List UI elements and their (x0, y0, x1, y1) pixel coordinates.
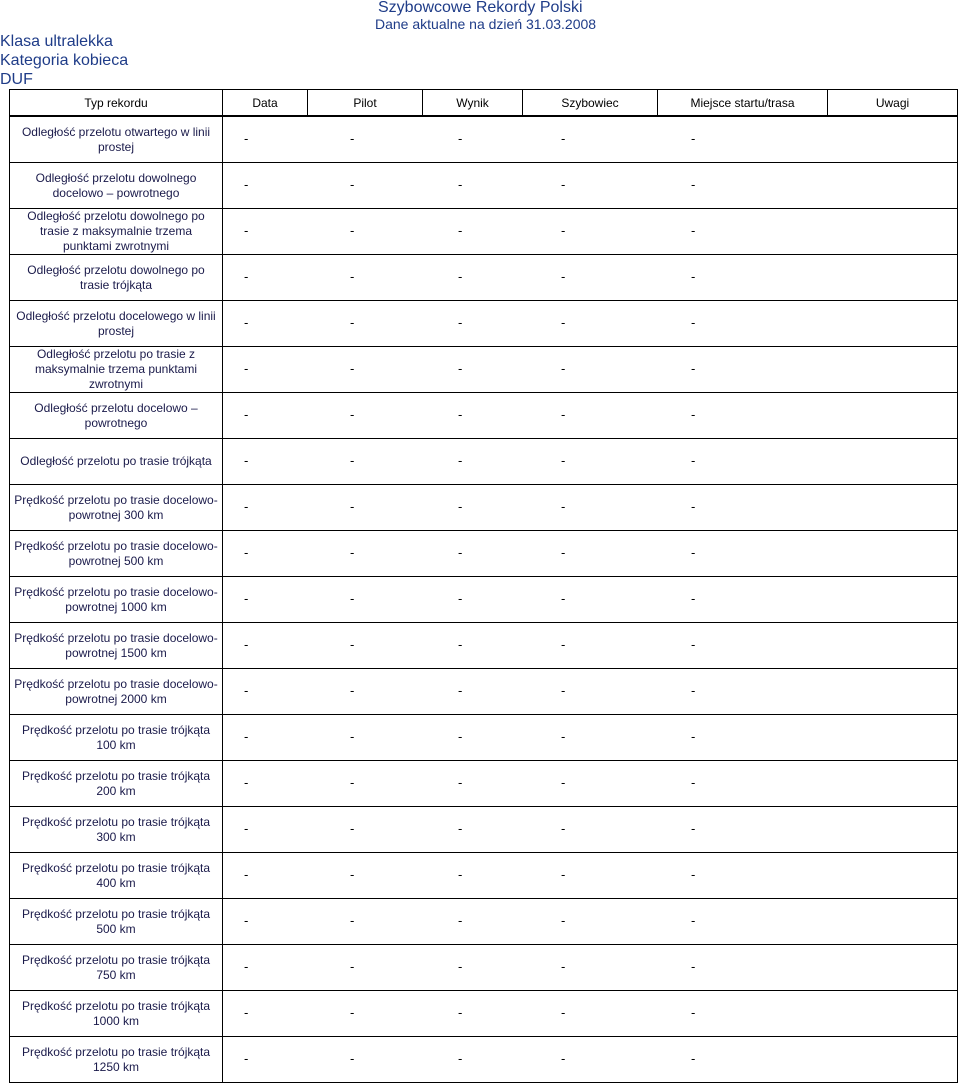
record-wynik-value: - (458, 361, 463, 376)
record-wynik-value: - (458, 637, 463, 652)
col-header-szybowiec: Szybowiec (523, 90, 658, 117)
record-wynik-value: - (458, 499, 463, 514)
record-type-cell: Odległość przelotu dowolnego po trasie z maksymalnie trzema punktami zwrotnymi (10, 209, 223, 255)
record-wynik-value: - (458, 407, 463, 422)
record-wynik-value: - (458, 223, 463, 238)
record-pilot-value: - (350, 775, 355, 790)
table-row (10, 485, 958, 531)
record-type-cell: Prędkość przelotu po trasie trójkąta 1000 km (10, 991, 223, 1037)
record-pilot-value: - (350, 683, 355, 698)
record-values-cell (223, 255, 958, 301)
record-wynik-value: - (458, 729, 463, 744)
record-values-cell (223, 301, 958, 347)
record-pilot-value: - (350, 269, 355, 284)
table-row (10, 991, 958, 1037)
record-miejsce-value: - (691, 729, 696, 744)
record-miejsce-value: - (691, 1005, 696, 1020)
record-wynik-value: - (458, 959, 463, 974)
record-data-value: - (244, 913, 249, 928)
table-row (10, 853, 958, 899)
record-type-cell: Odległość przelotu po trasie trójkąta (10, 439, 223, 485)
record-type-cell: Odległość przelotu dowolnego po trasie trójkąta (10, 255, 223, 301)
table-row (10, 531, 958, 577)
record-wynik-value: - (458, 591, 463, 606)
record-type-cell: Prędkość przelotu po trasie docelowo-powrotnej 2000 km (10, 669, 223, 715)
record-szybowiec-value: - (561, 637, 566, 652)
record-data-value: - (244, 1005, 249, 1020)
record-pilot-value: - (350, 1005, 355, 1020)
record-pilot-value: - (350, 177, 355, 192)
record-wynik-value: - (458, 775, 463, 790)
table-header-row (10, 90, 958, 117)
record-values-cell (223, 347, 958, 393)
record-values-cell (223, 715, 958, 761)
record-szybowiec-value: - (561, 315, 566, 330)
record-type-cell: Odległość przelotu otwartego w linii prostej (10, 116, 223, 163)
record-type-cell: Odległość przelotu docelowego w linii prostej (10, 301, 223, 347)
record-szybowiec-value: - (561, 269, 566, 284)
record-miejsce-value: - (691, 131, 696, 146)
record-values-cell (223, 991, 958, 1037)
record-values-cell (223, 531, 958, 577)
table-row (10, 945, 958, 991)
record-data-value: - (244, 591, 249, 606)
record-pilot-value: - (350, 867, 355, 882)
record-miejsce-value: - (691, 269, 696, 284)
record-data-value: - (244, 637, 249, 652)
record-values-cell (223, 807, 958, 853)
record-pilot-value: - (350, 591, 355, 606)
table-row (10, 163, 958, 209)
record-values-cell (223, 163, 958, 209)
record-type-cell: Prędkość przelotu po trasie trójkąta 300 km (10, 807, 223, 853)
record-data-value: - (244, 315, 249, 330)
record-szybowiec-value: - (561, 1005, 566, 1020)
category-label: Kategoria kobieca (0, 52, 129, 69)
record-miejsce-value: - (691, 545, 696, 560)
record-data-value: - (244, 131, 249, 146)
record-miejsce-value: - (691, 867, 696, 882)
record-pilot-value: - (350, 223, 355, 238)
col-header-wynik: Wynik (423, 90, 523, 117)
record-type-cell: Prędkość przelotu po trasie trójkąta 100 km (10, 715, 223, 761)
table-row (10, 623, 958, 669)
record-szybowiec-value: - (561, 407, 566, 422)
record-miejsce-value: - (691, 361, 696, 376)
record-szybowiec-value: - (561, 131, 566, 146)
record-miejsce-value: - (691, 223, 696, 238)
table-row (10, 439, 958, 485)
record-miejsce-value: - (691, 315, 696, 330)
record-wynik-value: - (458, 177, 463, 192)
record-data-value: - (244, 177, 249, 192)
record-wynik-value: - (458, 131, 463, 146)
record-szybowiec-value: - (561, 453, 566, 468)
record-wynik-value: - (458, 1051, 463, 1066)
records-table-wrapper (9, 89, 957, 1083)
record-miejsce-value: - (691, 591, 696, 606)
table-row (10, 577, 958, 623)
record-wynik-value: - (458, 913, 463, 928)
record-values-cell (223, 209, 958, 255)
record-pilot-value: - (350, 407, 355, 422)
record-values-cell (223, 116, 958, 163)
record-szybowiec-value: - (561, 1051, 566, 1066)
record-pilot-value: - (350, 637, 355, 652)
record-type-cell: Prędkość przelotu po trasie docelowo-powrotnej 1500 km (10, 623, 223, 669)
record-miejsce-value: - (691, 499, 696, 514)
record-miejsce-value: - (691, 177, 696, 192)
record-type-cell: Odległość przelotu docelowo – powrotnego (10, 393, 223, 439)
record-pilot-value: - (350, 545, 355, 560)
record-miejsce-value: - (691, 683, 696, 698)
col-header-uwagi: Uwagi (828, 90, 958, 117)
table-row (10, 669, 958, 715)
table-row (10, 393, 958, 439)
record-szybowiec-value: - (561, 959, 566, 974)
record-szybowiec-value: - (561, 223, 566, 238)
record-type-cell: Prędkość przelotu po trasie trójkąta 500 km (10, 899, 223, 945)
records-body (10, 116, 958, 1083)
record-data-value: - (244, 683, 249, 698)
record-data-value: - (244, 223, 249, 238)
record-szybowiec-value: - (561, 775, 566, 790)
record-values-cell (223, 853, 958, 899)
table-row (10, 301, 958, 347)
table-row (10, 807, 958, 853)
record-type-cell: Odległość przelotu dowolnego docelowo – powrotnego (10, 163, 223, 209)
record-pilot-value: - (350, 913, 355, 928)
record-wynik-value: - (458, 315, 463, 330)
table-row (10, 116, 958, 163)
record-wynik-value: - (458, 867, 463, 882)
record-miejsce-value: - (691, 959, 696, 974)
record-wynik-value: - (458, 683, 463, 698)
record-values-cell (223, 945, 958, 991)
record-data-value: - (244, 775, 249, 790)
record-data-value: - (244, 499, 249, 514)
record-pilot-value: - (350, 131, 355, 146)
record-szybowiec-value: - (561, 683, 566, 698)
record-szybowiec-value: - (561, 913, 566, 928)
record-pilot-value: - (350, 361, 355, 376)
record-pilot-value: - (350, 1051, 355, 1066)
record-data-value: - (244, 545, 249, 560)
record-type-cell: Prędkość przelotu po trasie docelowo-powrotnej 500 km (10, 531, 223, 577)
record-type-cell: Prędkość przelotu po trasie docelowo-powrotnej 300 km (10, 485, 223, 531)
record-miejsce-value: - (691, 453, 696, 468)
class-label: Klasa ultralekka (0, 33, 113, 50)
record-wynik-value: - (458, 453, 463, 468)
record-wynik-value: - (458, 821, 463, 836)
record-miejsce-value: - (691, 821, 696, 836)
record-pilot-value: - (350, 315, 355, 330)
record-wynik-value: - (458, 545, 463, 560)
record-data-value: - (244, 867, 249, 882)
record-values-cell (223, 485, 958, 531)
table-row (10, 899, 958, 945)
record-wynik-value: - (458, 1005, 463, 1020)
code-label: DUF (0, 71, 33, 88)
table-row (10, 1037, 958, 1083)
record-data-value: - (244, 729, 249, 744)
record-values-cell (223, 393, 958, 439)
record-data-value: - (244, 407, 249, 422)
record-type-cell: Prędkość przelotu po trasie trójkąta 1250 km (10, 1037, 223, 1083)
record-values-cell (223, 577, 958, 623)
record-szybowiec-value: - (561, 867, 566, 882)
record-type-cell: Prędkość przelotu po trasie docelowo-powrotnej 1000 km (10, 577, 223, 623)
record-miejsce-value: - (691, 913, 696, 928)
record-szybowiec-value: - (561, 591, 566, 606)
page-title: Szybowcowe Rekordy Polski (378, 0, 583, 16)
records-table (9, 89, 958, 1083)
record-values-cell (223, 623, 958, 669)
record-type-cell: Odległość przelotu po trasie z maksymalnie trzema punktami zwrotnymi (10, 347, 223, 393)
record-szybowiec-value: - (561, 821, 566, 836)
record-type-cell: Prędkość przelotu po trasie trójkąta 400 km (10, 853, 223, 899)
record-miejsce-value: - (691, 775, 696, 790)
record-values-cell (223, 761, 958, 807)
col-header-typ-rekordu: Typ rekordu (10, 90, 223, 117)
table-row (10, 209, 958, 255)
record-miejsce-value: - (691, 1051, 696, 1066)
record-data-value: - (244, 821, 249, 836)
record-values-cell (223, 1037, 958, 1083)
record-data-value: - (244, 269, 249, 284)
record-pilot-value: - (350, 959, 355, 974)
record-values-cell (223, 899, 958, 945)
record-szybowiec-value: - (561, 361, 566, 376)
record-szybowiec-value: - (561, 729, 566, 744)
record-pilot-value: - (350, 821, 355, 836)
record-wynik-value: - (458, 269, 463, 284)
record-miejsce-value: - (691, 637, 696, 652)
table-row (10, 347, 958, 393)
col-header-data: Data (223, 90, 308, 117)
col-header-miejsce: Miejsce startu/trasa (658, 90, 828, 117)
record-miejsce-value: - (691, 407, 696, 422)
record-values-cell (223, 439, 958, 485)
record-pilot-value: - (350, 499, 355, 514)
col-header-pilot: Pilot (308, 90, 423, 117)
record-pilot-value: - (350, 729, 355, 744)
record-data-value: - (244, 453, 249, 468)
record-szybowiec-value: - (561, 177, 566, 192)
record-type-cell: Prędkość przelotu po trasie trójkąta 200 km (10, 761, 223, 807)
record-szybowiec-value: - (561, 545, 566, 560)
record-values-cell (223, 669, 958, 715)
record-data-value: - (244, 959, 249, 974)
record-data-value: - (244, 1051, 249, 1066)
table-row (10, 715, 958, 761)
table-row (10, 761, 958, 807)
record-pilot-value: - (350, 453, 355, 468)
record-type-cell: Prędkość przelotu po trasie trójkąta 750 km (10, 945, 223, 991)
record-data-value: - (244, 361, 249, 376)
table-row (10, 255, 958, 301)
data-date-line: Dane aktualne na dzień 31.03.2008 (375, 16, 597, 32)
record-szybowiec-value: - (561, 499, 566, 514)
